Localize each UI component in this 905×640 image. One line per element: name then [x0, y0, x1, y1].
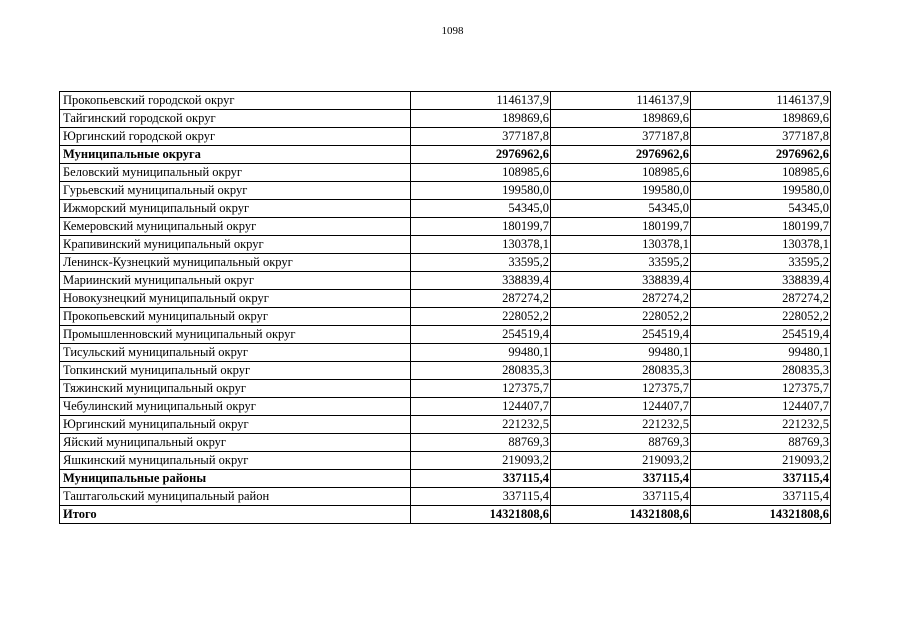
row-name-cell: Новокузнецкий муниципальный округ — [60, 290, 411, 308]
row-value-2-cell: 130378,1 — [551, 236, 691, 254]
row-value-1-cell: 199580,0 — [411, 182, 551, 200]
row-value-3-cell: 377187,8 — [691, 128, 831, 146]
table-row — [60, 416, 831, 434]
page-number: 1098 — [441, 25, 464, 37]
row-value-1-cell: 99480,1 — [411, 344, 551, 362]
row-name-cell: Яйский муниципальный округ — [60, 434, 411, 452]
row-value-1-cell: 337115,4 — [411, 470, 551, 488]
row-value-2-cell: 228052,2 — [551, 308, 691, 326]
row-value-3-cell: 337115,4 — [691, 488, 831, 506]
row-value-1-cell: 130378,1 — [411, 236, 551, 254]
table-row — [60, 326, 831, 344]
row-value-3-cell: 108985,6 — [691, 164, 831, 182]
row-name-cell: Мариинский муниципальный округ — [60, 272, 411, 290]
table-row — [60, 308, 831, 326]
row-name-cell: Юргинский городской округ — [60, 128, 411, 146]
row-value-1-cell: 337115,4 — [411, 488, 551, 506]
row-value-3-cell: 189869,6 — [691, 110, 831, 128]
table-row — [60, 272, 831, 290]
row-value-1-cell: 287274,2 — [411, 290, 551, 308]
row-value-1-cell: 1146137,9 — [411, 92, 551, 110]
row-value-2-cell: 337115,4 — [551, 470, 691, 488]
row-value-3-cell: 338839,4 — [691, 272, 831, 290]
row-value-2-cell: 2976962,6 — [551, 146, 691, 164]
budget-table — [59, 91, 831, 524]
row-value-3-cell: 2976962,6 — [691, 146, 831, 164]
row-value-3-cell: 88769,3 — [691, 434, 831, 452]
row-value-2-cell: 337115,4 — [551, 488, 691, 506]
row-value-2-cell: 124407,7 — [551, 398, 691, 416]
row-value-2-cell: 1146137,9 — [551, 92, 691, 110]
row-value-3-cell: 219093,2 — [691, 452, 831, 470]
row-value-3-cell: 14321808,6 — [691, 506, 831, 524]
row-value-1-cell: 228052,2 — [411, 308, 551, 326]
row-value-2-cell: 287274,2 — [551, 290, 691, 308]
row-value-3-cell: 199580,0 — [691, 182, 831, 200]
row-value-1-cell: 189869,6 — [411, 110, 551, 128]
table-row — [60, 452, 831, 470]
row-value-3-cell: 280835,3 — [691, 362, 831, 380]
row-value-3-cell: 228052,2 — [691, 308, 831, 326]
row-value-1-cell: 280835,3 — [411, 362, 551, 380]
table-row — [60, 164, 831, 182]
row-value-3-cell: 124407,7 — [691, 398, 831, 416]
row-value-1-cell: 180199,7 — [411, 218, 551, 236]
table-body — [60, 92, 831, 524]
row-value-2-cell: 14321808,6 — [551, 506, 691, 524]
row-name-cell: Юргинский муниципальный округ — [60, 416, 411, 434]
row-name-cell: Промышленновский муниципальный округ — [60, 326, 411, 344]
row-value-2-cell: 99480,1 — [551, 344, 691, 362]
row-value-2-cell: 180199,7 — [551, 218, 691, 236]
row-value-2-cell: 127375,7 — [551, 380, 691, 398]
table-row — [60, 362, 831, 380]
row-value-2-cell: 199580,0 — [551, 182, 691, 200]
row-value-2-cell: 54345,0 — [551, 200, 691, 218]
row-value-3-cell: 54345,0 — [691, 200, 831, 218]
table-row — [60, 398, 831, 416]
row-value-3-cell: 180199,7 — [691, 218, 831, 236]
row-value-1-cell: 221232,5 — [411, 416, 551, 434]
row-name-cell: Беловский муниципальный округ — [60, 164, 411, 182]
row-value-1-cell: 54345,0 — [411, 200, 551, 218]
row-value-2-cell: 377187,8 — [551, 128, 691, 146]
row-value-3-cell: 99480,1 — [691, 344, 831, 362]
table-row — [60, 344, 831, 362]
row-value-2-cell: 33595,2 — [551, 254, 691, 272]
row-name-cell: Муниципальные районы — [60, 470, 411, 488]
row-value-3-cell: 221232,5 — [691, 416, 831, 434]
row-value-2-cell: 221232,5 — [551, 416, 691, 434]
table-row-total — [60, 470, 831, 488]
table-row — [60, 488, 831, 506]
table-row — [60, 218, 831, 236]
row-value-2-cell: 280835,3 — [551, 362, 691, 380]
row-value-3-cell: 1146137,9 — [691, 92, 831, 110]
table-row — [60, 110, 831, 128]
row-name-cell: Яшкинский муниципальный округ — [60, 452, 411, 470]
row-name-cell: Прокопьевский городской округ — [60, 92, 411, 110]
row-value-2-cell: 219093,2 — [551, 452, 691, 470]
row-value-3-cell: 130378,1 — [691, 236, 831, 254]
table-row — [60, 236, 831, 254]
row-name-cell: Топкинский муниципальный округ — [60, 362, 411, 380]
row-value-3-cell: 254519,4 — [691, 326, 831, 344]
table-row — [60, 128, 831, 146]
row-value-3-cell: 127375,7 — [691, 380, 831, 398]
row-name-cell: Гурьевский муниципальный округ — [60, 182, 411, 200]
table-row — [60, 380, 831, 398]
row-value-1-cell: 377187,8 — [411, 128, 551, 146]
row-name-cell: Крапивинский муниципальный округ — [60, 236, 411, 254]
row-name-cell: Тяжинский муниципальный округ — [60, 380, 411, 398]
row-name-cell: Итого — [60, 506, 411, 524]
table-row — [60, 434, 831, 452]
row-name-cell: Кемеровский муниципальный округ — [60, 218, 411, 236]
row-value-3-cell: 287274,2 — [691, 290, 831, 308]
row-value-1-cell: 338839,4 — [411, 272, 551, 290]
row-value-1-cell: 124407,7 — [411, 398, 551, 416]
table-row — [60, 290, 831, 308]
row-name-cell: Ижморский муниципальный округ — [60, 200, 411, 218]
row-value-1-cell: 254519,4 — [411, 326, 551, 344]
row-name-cell: Чебулинский муниципальный округ — [60, 398, 411, 416]
table-row — [60, 200, 831, 218]
row-value-2-cell: 189869,6 — [551, 110, 691, 128]
row-value-3-cell: 33595,2 — [691, 254, 831, 272]
table-row — [60, 92, 831, 110]
table-row — [60, 254, 831, 272]
row-name-cell: Прокопьевский муниципальный округ — [60, 308, 411, 326]
row-name-cell: Тисульский муниципальный округ — [60, 344, 411, 362]
row-value-1-cell: 2976962,6 — [411, 146, 551, 164]
table-row-total — [60, 146, 831, 164]
row-name-cell: Ленинск-Кузнецкий муниципальный округ — [60, 254, 411, 272]
row-value-3-cell: 337115,4 — [691, 470, 831, 488]
table-row — [60, 182, 831, 200]
row-value-1-cell: 88769,3 — [411, 434, 551, 452]
row-value-1-cell: 127375,7 — [411, 380, 551, 398]
row-value-2-cell: 108985,6 — [551, 164, 691, 182]
row-value-2-cell: 88769,3 — [551, 434, 691, 452]
row-value-2-cell: 254519,4 — [551, 326, 691, 344]
row-value-1-cell: 14321808,6 — [411, 506, 551, 524]
row-name-cell: Тайгинский городской округ — [60, 110, 411, 128]
row-value-2-cell: 338839,4 — [551, 272, 691, 290]
table-row-total — [60, 506, 831, 524]
row-name-cell: Таштагольский муниципальный район — [60, 488, 411, 506]
row-value-1-cell: 33595,2 — [411, 254, 551, 272]
row-value-1-cell: 219093,2 — [411, 452, 551, 470]
row-value-1-cell: 108985,6 — [411, 164, 551, 182]
row-name-cell: Муниципальные округа — [60, 146, 411, 164]
